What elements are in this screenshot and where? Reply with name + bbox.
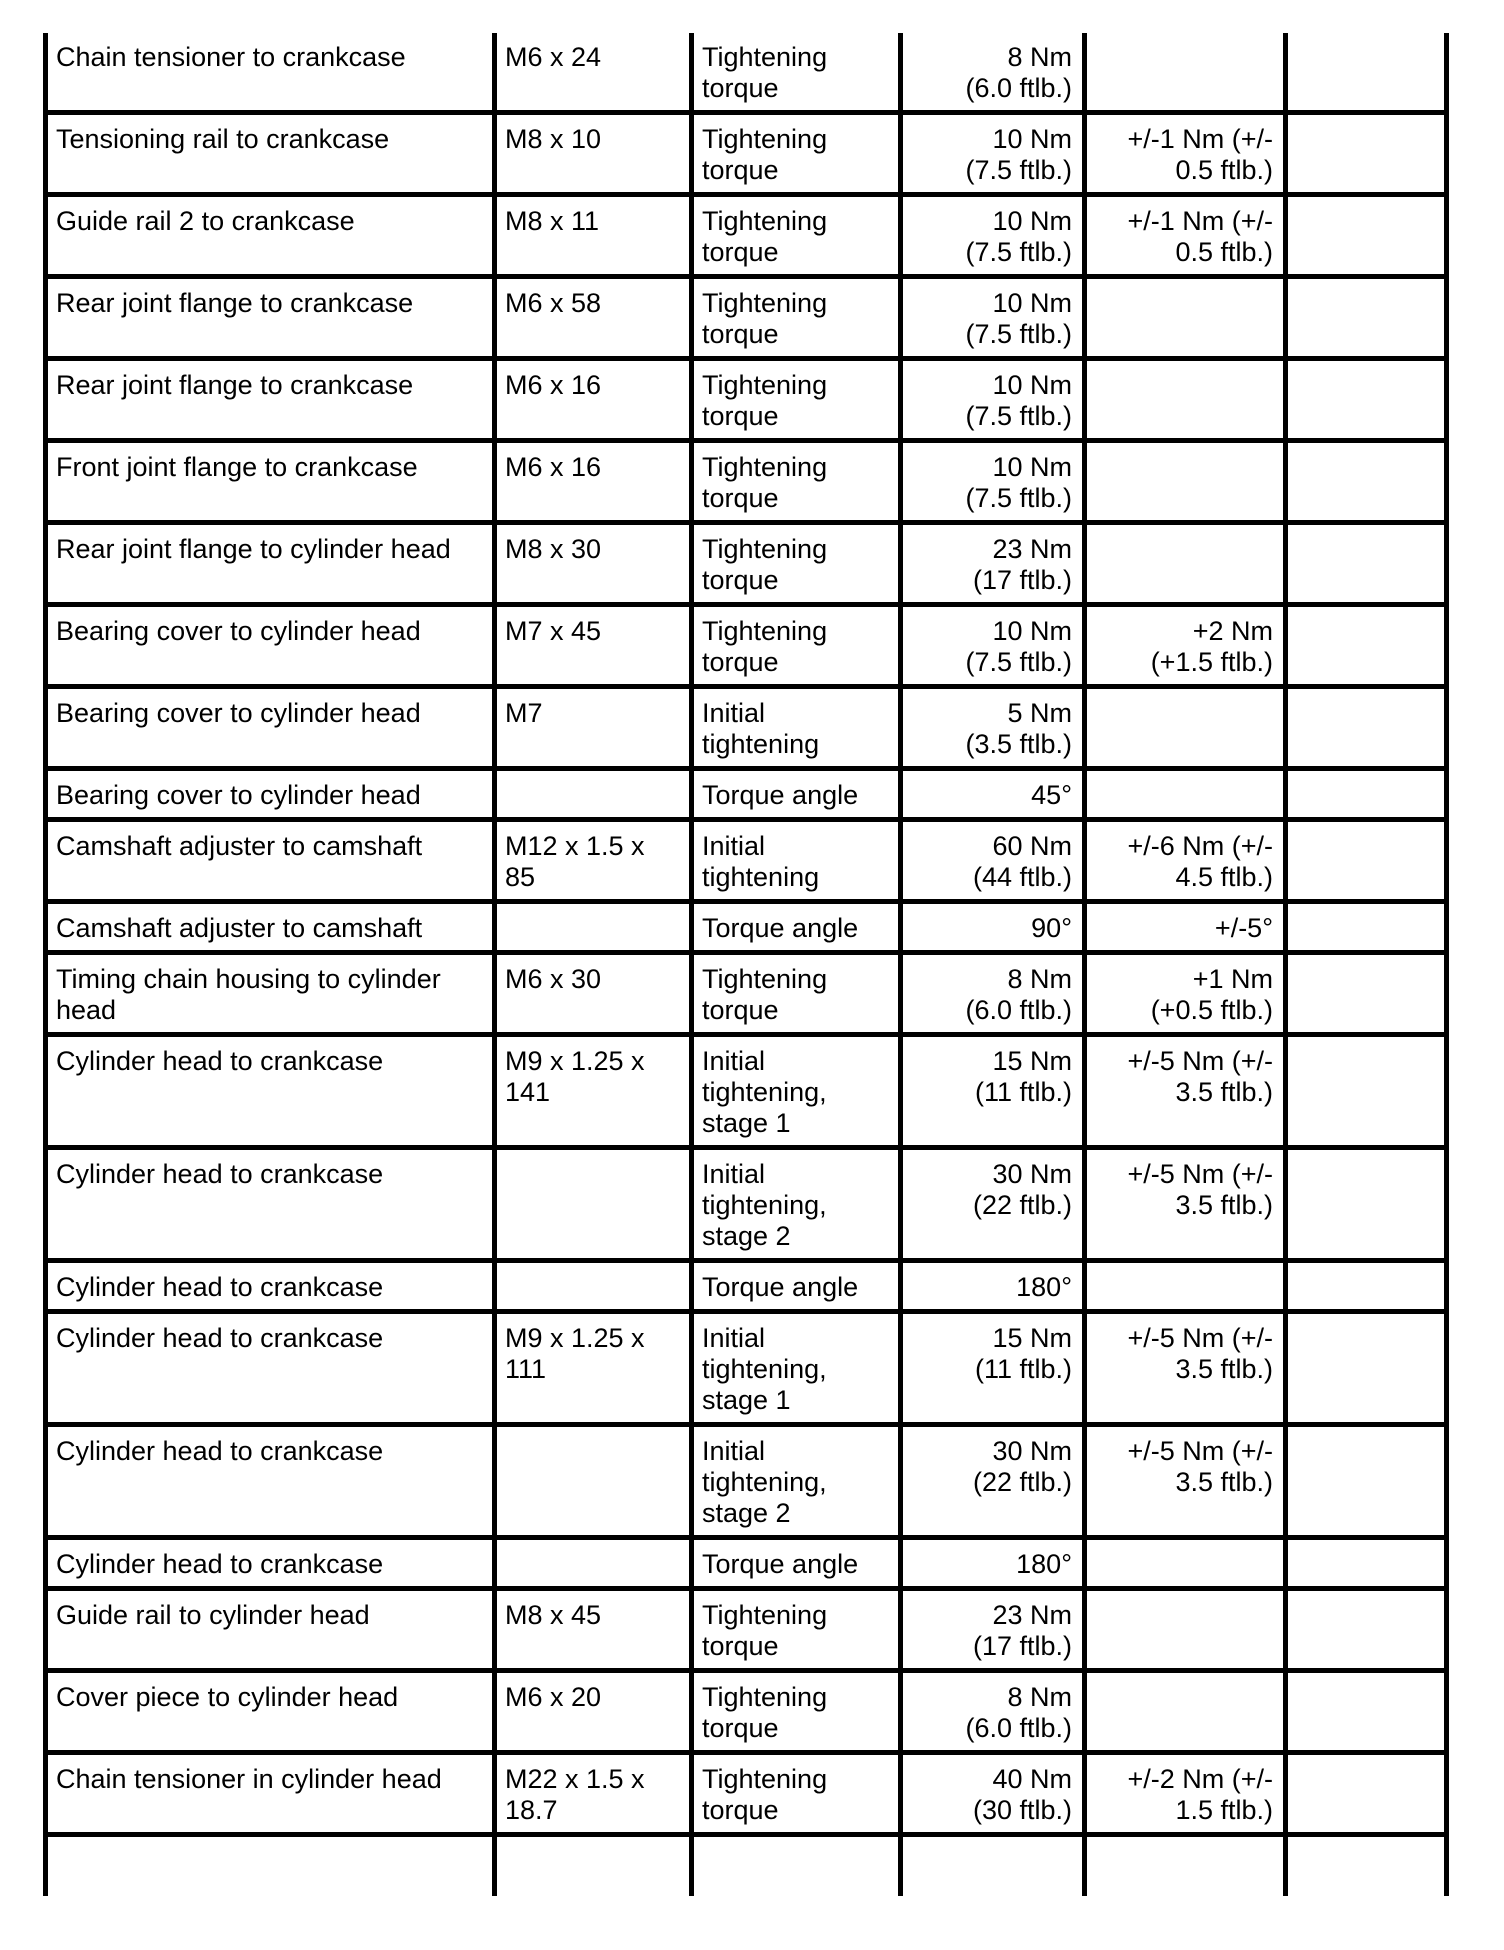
bolt-size-cell: M6 x 30 <box>495 953 692 1035</box>
table-row <box>46 769 1447 820</box>
table-row <box>46 277 1447 359</box>
bolt-size-cell: M7 <box>495 687 692 769</box>
torque-value-cell: 10 Nm (7.5 ftlb.) <box>901 441 1085 523</box>
bolt-size-cell <box>495 1425 692 1538</box>
procedure-cell: Initial tightening, stage 1 <box>692 1312 901 1425</box>
part-cell: Tensioning rail to crankcase <box>46 113 495 195</box>
torque-value-cell: 40 Nm (30 ftlb.) <box>901 1753 1085 1835</box>
note-cell <box>1286 277 1447 359</box>
part-cell: Guide rail 2 to crankcase <box>46 195 495 277</box>
empty-trailing-row <box>46 1835 1447 1897</box>
bolt-size-cell: M8 x 45 <box>495 1589 692 1671</box>
part-cell: Chain tensioner to crankcase <box>46 33 495 113</box>
table-row <box>46 441 1447 523</box>
table-row <box>46 1753 1447 1835</box>
tolerance-cell <box>1085 1261 1286 1312</box>
torque-value-cell: 10 Nm (7.5 ftlb.) <box>901 605 1085 687</box>
table-row <box>46 523 1447 605</box>
part-cell: Bearing cover to cylinder head <box>46 605 495 687</box>
torque-value-cell: 30 Nm (22 ftlb.) <box>901 1148 1085 1261</box>
part-cell: Camshaft adjuster to camshaft <box>46 820 495 902</box>
table-row <box>46 1671 1447 1753</box>
procedure-cell: Initial tightening, stage 1 <box>692 1035 901 1148</box>
note-cell <box>1286 33 1447 113</box>
torque-value-cell: 8 Nm (6.0 ftlb.) <box>901 953 1085 1035</box>
procedure-cell: Tightening torque <box>692 33 901 113</box>
procedure-cell: Initial tightening <box>692 820 901 902</box>
torque-value-cell: 180° <box>901 1538 1085 1589</box>
torque-value-cell: 180° <box>901 1261 1085 1312</box>
torque-value-cell: 15 Nm (11 ftlb.) <box>901 1035 1085 1148</box>
tolerance-cell: +1 Nm (+0.5 ftlb.) <box>1085 953 1286 1035</box>
bolt-size-cell: M7 x 45 <box>495 605 692 687</box>
torque-value-cell: 10 Nm (7.5 ftlb.) <box>901 195 1085 277</box>
procedure-cell: Tightening torque <box>692 441 901 523</box>
table-row <box>46 113 1447 195</box>
table-row <box>46 195 1447 277</box>
part-cell: Cylinder head to crankcase <box>46 1035 495 1148</box>
part-cell: Cylinder head to crankcase <box>46 1148 495 1261</box>
tolerance-cell <box>1085 441 1286 523</box>
note-cell <box>1286 1538 1447 1589</box>
tolerance-cell <box>1085 687 1286 769</box>
torque-value-cell: 8 Nm (6.0 ftlb.) <box>901 33 1085 113</box>
procedure-cell: Initial tightening, stage 2 <box>692 1148 901 1261</box>
bolt-size-cell <box>495 1261 692 1312</box>
table-row <box>46 687 1447 769</box>
part-cell: Cover piece to cylinder head <box>46 1671 495 1753</box>
table-row <box>46 1589 1447 1671</box>
note-cell <box>1286 1589 1447 1671</box>
procedure-cell: Tightening torque <box>692 277 901 359</box>
empty-cell <box>1286 1835 1447 1897</box>
part-cell: Bearing cover to cylinder head <box>46 769 495 820</box>
torque-specification-table <box>43 33 1449 1896</box>
part-cell: Rear joint flange to crankcase <box>46 277 495 359</box>
bolt-size-cell: M6 x 16 <box>495 441 692 523</box>
note-cell <box>1286 1671 1447 1753</box>
part-cell: Cylinder head to crankcase <box>46 1312 495 1425</box>
bolt-size-cell <box>495 1148 692 1261</box>
procedure-cell: Initial tightening, stage 2 <box>692 1425 901 1538</box>
tolerance-cell <box>1085 1538 1286 1589</box>
part-cell: Cylinder head to crankcase <box>46 1425 495 1538</box>
table-row <box>46 902 1447 953</box>
bolt-size-cell: M9 x 1.25 x 111 <box>495 1312 692 1425</box>
table-row <box>46 820 1447 902</box>
table-row <box>46 1312 1447 1425</box>
note-cell <box>1286 1148 1447 1261</box>
procedure-cell: Tightening torque <box>692 953 901 1035</box>
empty-cell <box>901 1835 1085 1897</box>
tolerance-cell: +/-2 Nm (+/- 1.5 ftlb.) <box>1085 1753 1286 1835</box>
note-cell <box>1286 359 1447 441</box>
table-body <box>46 33 1447 1896</box>
part-cell: Chain tensioner in cylinder head <box>46 1753 495 1835</box>
torque-value-cell: 30 Nm (22 ftlb.) <box>901 1425 1085 1538</box>
tolerance-cell: +/-5 Nm (+/- 3.5 ftlb.) <box>1085 1035 1286 1148</box>
tolerance-cell: +/-5 Nm (+/- 3.5 ftlb.) <box>1085 1148 1286 1261</box>
note-cell <box>1286 953 1447 1035</box>
tolerance-cell: +/-1 Nm (+/- 0.5 ftlb.) <box>1085 113 1286 195</box>
note-cell <box>1286 605 1447 687</box>
torque-value-cell: 8 Nm (6.0 ftlb.) <box>901 1671 1085 1753</box>
tolerance-cell: +/-5 Nm (+/- 3.5 ftlb.) <box>1085 1312 1286 1425</box>
bolt-size-cell <box>495 902 692 953</box>
part-cell: Bearing cover to cylinder head <box>46 687 495 769</box>
table-row <box>46 33 1447 113</box>
torque-value-cell: 23 Nm (17 ftlb.) <box>901 1589 1085 1671</box>
bolt-size-cell: M9 x 1.25 x 141 <box>495 1035 692 1148</box>
torque-value-cell: 60 Nm (44 ftlb.) <box>901 820 1085 902</box>
procedure-cell: Tightening torque <box>692 1671 901 1753</box>
torque-value-cell: 10 Nm (7.5 ftlb.) <box>901 359 1085 441</box>
note-cell <box>1286 441 1447 523</box>
table-row <box>46 1425 1447 1538</box>
note-cell <box>1286 1261 1447 1312</box>
tolerance-cell <box>1085 359 1286 441</box>
part-cell: Cylinder head to crankcase <box>46 1538 495 1589</box>
empty-cell <box>495 1835 692 1897</box>
torque-value-cell: 10 Nm (7.5 ftlb.) <box>901 113 1085 195</box>
note-cell <box>1286 1753 1447 1835</box>
note-cell <box>1286 820 1447 902</box>
part-cell: Cylinder head to crankcase <box>46 1261 495 1312</box>
tolerance-cell <box>1085 277 1286 359</box>
procedure-cell: Tightening torque <box>692 359 901 441</box>
torque-value-cell: 45° <box>901 769 1085 820</box>
part-cell: Rear joint flange to crankcase <box>46 359 495 441</box>
tolerance-cell: +2 Nm (+1.5 ftlb.) <box>1085 605 1286 687</box>
note-cell <box>1286 1425 1447 1538</box>
part-cell: Rear joint flange to cylinder head <box>46 523 495 605</box>
note-cell <box>1286 523 1447 605</box>
tolerance-cell: +/-5 Nm (+/- 3.5 ftlb.) <box>1085 1425 1286 1538</box>
procedure-cell: Tightening torque <box>692 605 901 687</box>
table-row <box>46 1261 1447 1312</box>
note-cell <box>1286 769 1447 820</box>
empty-cell <box>46 1835 495 1897</box>
table-row <box>46 1538 1447 1589</box>
part-cell: Timing chain housing to cylinder head <box>46 953 495 1035</box>
tolerance-cell <box>1085 523 1286 605</box>
part-cell: Guide rail to cylinder head <box>46 1589 495 1671</box>
bolt-size-cell <box>495 769 692 820</box>
bolt-size-cell: M6 x 58 <box>495 277 692 359</box>
table-row <box>46 1035 1447 1148</box>
note-cell <box>1286 195 1447 277</box>
tolerance-cell <box>1085 1671 1286 1753</box>
bolt-size-cell <box>495 1538 692 1589</box>
tolerance-cell: +/-5° <box>1085 902 1286 953</box>
note-cell <box>1286 1312 1447 1425</box>
empty-cell <box>1085 1835 1286 1897</box>
procedure-cell: Tightening torque <box>692 113 901 195</box>
torque-value-cell: 90° <box>901 902 1085 953</box>
note-cell <box>1286 1035 1447 1148</box>
note-cell <box>1286 687 1447 769</box>
procedure-cell: Initial tightening <box>692 687 901 769</box>
procedure-cell: Tightening torque <box>692 523 901 605</box>
bolt-size-cell: M6 x 20 <box>495 1671 692 1753</box>
table-row <box>46 359 1447 441</box>
procedure-cell: Tightening torque <box>692 1589 901 1671</box>
tolerance-cell: +/-1 Nm (+/- 0.5 ftlb.) <box>1085 195 1286 277</box>
procedure-cell: Torque angle <box>692 769 901 820</box>
empty-cell <box>692 1835 901 1897</box>
procedure-cell: Torque angle <box>692 1538 901 1589</box>
torque-value-cell: 5 Nm (3.5 ftlb.) <box>901 687 1085 769</box>
bolt-size-cell: M8 x 10 <box>495 113 692 195</box>
tolerance-cell: +/-6 Nm (+/- 4.5 ftlb.) <box>1085 820 1286 902</box>
tolerance-cell <box>1085 769 1286 820</box>
procedure-cell: Torque angle <box>692 902 901 953</box>
part-cell: Front joint flange to crankcase <box>46 441 495 523</box>
bolt-size-cell: M8 x 11 <box>495 195 692 277</box>
bolt-size-cell: M12 x 1.5 x 85 <box>495 820 692 902</box>
tolerance-cell <box>1085 1589 1286 1671</box>
procedure-cell: Torque angle <box>692 1261 901 1312</box>
torque-value-cell: 23 Nm (17 ftlb.) <box>901 523 1085 605</box>
torque-value-cell: 10 Nm (7.5 ftlb.) <box>901 277 1085 359</box>
tolerance-cell <box>1085 33 1286 113</box>
note-cell <box>1286 902 1447 953</box>
bolt-size-cell: M6 x 16 <box>495 359 692 441</box>
bolt-size-cell: M8 x 30 <box>495 523 692 605</box>
torque-value-cell: 15 Nm (11 ftlb.) <box>901 1312 1085 1425</box>
procedure-cell: Tightening torque <box>692 195 901 277</box>
procedure-cell: Tightening torque <box>692 1753 901 1835</box>
table-row <box>46 953 1447 1035</box>
note-cell <box>1286 113 1447 195</box>
part-cell: Camshaft adjuster to camshaft <box>46 902 495 953</box>
table-row <box>46 1148 1447 1261</box>
bolt-size-cell: M22 x 1.5 x 18.7 <box>495 1753 692 1835</box>
bolt-size-cell: M6 x 24 <box>495 33 692 113</box>
table-row <box>46 605 1447 687</box>
